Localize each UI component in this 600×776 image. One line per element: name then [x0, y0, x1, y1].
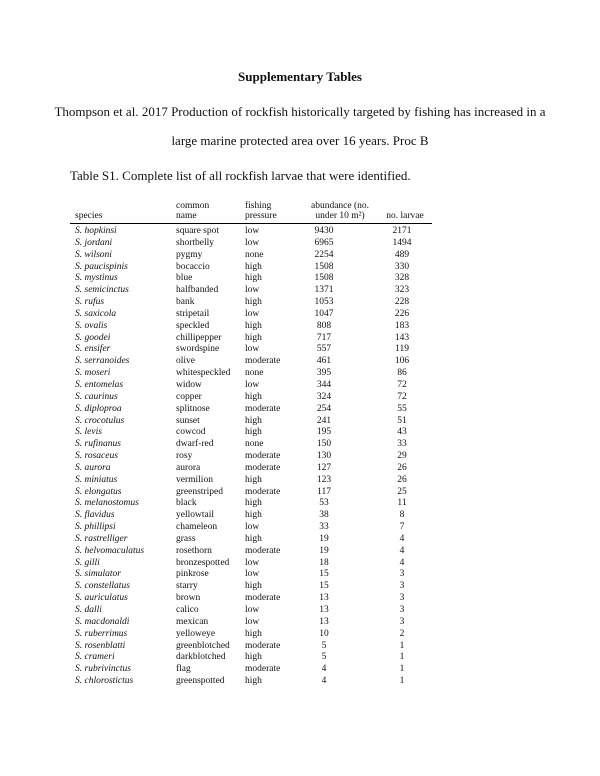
common-name-cell: shortbelly — [176, 237, 214, 248]
larvae-count-cell: 29 — [397, 451, 407, 462]
larvae-count-cell: 1 — [399, 676, 405, 687]
table-row — [70, 546, 432, 558]
column-header-abundance-line1: abundance (no. — [310, 201, 370, 211]
abundance-cell: 13 — [319, 605, 329, 615]
table-row — [70, 250, 432, 262]
common-name-cell: aurora — [176, 462, 201, 473]
fishing-pressure-cell: moderate — [245, 664, 281, 675]
common-name-cell: cowcod — [176, 427, 206, 438]
larvae-count-cell: 183 — [394, 320, 410, 331]
abundance-cell: 127 — [316, 462, 332, 473]
species-cell: S. chlorostictus — [75, 676, 134, 687]
larvae-count-cell: 106 — [394, 356, 410, 367]
header-rule — [70, 223, 432, 224]
common-name-cell: rosy — [176, 451, 193, 462]
fishing-pressure-cell: low — [245, 569, 260, 580]
fishing-pressure-cell: moderate — [245, 486, 281, 497]
larvae-count-cell: 4 — [399, 533, 405, 544]
column-header-abundance — [302, 201, 378, 221]
larvae-count-cell: 119 — [395, 344, 409, 355]
common-name-cell: greenblotched — [176, 640, 230, 651]
larvae-count-cell: 25 — [397, 486, 407, 497]
larvae-count-cell: 33 — [397, 439, 407, 450]
common-name-cell: blue — [176, 273, 193, 284]
species-cell: S. goodei — [75, 332, 111, 343]
fishing-pressure-cell: high — [245, 628, 262, 639]
abundance-cell: 461 — [316, 356, 332, 367]
larvae-count-cell: 226 — [394, 308, 410, 319]
table-row — [70, 309, 432, 321]
fishing-pressure-cell: high — [245, 320, 262, 331]
table-row — [70, 510, 432, 522]
larvae-count-cell: 1 — [399, 640, 405, 651]
table-row — [70, 321, 432, 333]
fishing-pressure-cell: none — [245, 439, 264, 450]
table-caption: Table S1. Complete list of all rockfish larvae that were identified. — [70, 168, 411, 183]
species-cell: S. hopkinsi — [75, 226, 117, 236]
abundance-cell: 6965 — [314, 237, 334, 248]
abundance-cell: 344 — [316, 379, 332, 390]
common-name-cell: dwarf-red — [176, 439, 214, 450]
citation-line-2: large marine protected area over 16 years. Proc B — [171, 133, 429, 148]
common-name-cell: grass — [176, 533, 196, 544]
table-row — [70, 439, 432, 451]
fishing-pressure-cell: high — [245, 297, 262, 308]
table-row — [70, 273, 432, 285]
common-name-cell: bank — [176, 297, 195, 308]
abundance-cell: 4 — [321, 664, 327, 675]
fishing-pressure-cell: high — [245, 391, 262, 402]
larvae-count-cell: 2 — [399, 628, 405, 639]
abundance-cell: 2254 — [314, 249, 334, 260]
table-row — [70, 285, 432, 297]
abundance-cell: 130 — [316, 451, 332, 462]
species-cell: S. crocotulus — [75, 415, 125, 426]
species-cell: S. entomelas — [75, 379, 124, 390]
larvae-count-cell: 3 — [399, 581, 405, 592]
column-header-abundance-line2: under 10 m²) — [315, 211, 365, 221]
larvae-count-cell: 2171 — [392, 226, 412, 236]
table-row — [70, 404, 432, 416]
abundance-cell: 15 — [319, 581, 329, 592]
fishing-pressure-cell: moderate — [245, 462, 281, 473]
common-name-cell: greenstriped — [176, 486, 223, 497]
common-name-cell: olive — [176, 356, 195, 367]
fishing-pressure-cell: high — [245, 498, 262, 509]
abundance-cell: 808 — [316, 320, 332, 331]
species-cell: S. helvomaculatus — [75, 545, 145, 556]
fishing-pressure-cell: high — [245, 581, 262, 592]
table-row — [70, 605, 432, 617]
larvae-count-cell: 3 — [399, 569, 405, 580]
abundance-cell: 717 — [316, 332, 332, 343]
common-name-cell: greenspotted — [176, 676, 225, 687]
table-row — [70, 569, 432, 581]
species-cell: S. diploproa — [75, 403, 122, 414]
species-cell: S. gilli — [75, 557, 100, 568]
fishing-pressure-cell: low — [245, 605, 260, 615]
fishing-pressure-cell: low — [245, 344, 260, 355]
species-cell: S. ensifer — [75, 344, 111, 355]
abundance-cell: 33 — [319, 522, 329, 533]
table-row — [70, 664, 432, 676]
table-row — [70, 451, 432, 463]
fishing-pressure-cell: high — [245, 652, 262, 663]
common-name-cell: bronzespotted — [176, 557, 230, 568]
column-header-fishing-line1: fishing — [245, 201, 272, 211]
fishing-pressure-cell: high — [245, 676, 262, 687]
common-name-cell: chameleon — [176, 522, 218, 533]
table-row — [70, 297, 432, 309]
table-row — [70, 629, 432, 641]
fishing-pressure-cell: moderate — [245, 451, 281, 462]
species-cell: S. flavidus — [75, 510, 115, 521]
species-cell: S. jordani — [75, 237, 113, 248]
species-cell: S. crameri — [75, 652, 115, 663]
table-row — [70, 416, 432, 428]
abundance-cell: 557 — [316, 344, 332, 355]
common-name-cell: widow — [176, 379, 202, 390]
common-name-cell: mexican — [176, 616, 209, 627]
abundance-cell: 254 — [316, 403, 332, 414]
larvae-count-cell: 43 — [397, 427, 407, 438]
species-cell: S. moseri — [75, 368, 111, 379]
larvae-count-cell: 328 — [394, 273, 410, 284]
table-row — [70, 558, 432, 570]
larvae-count-cell: 3 — [399, 616, 405, 627]
larvae-count-cell: 7 — [399, 522, 405, 533]
common-name-cell: black — [176, 498, 197, 509]
column-header-common-line1: common — [176, 201, 210, 211]
species-cell: S. serranoides — [75, 356, 130, 367]
larvae-count-cell: 143 — [394, 332, 410, 343]
column-header-fishing-pressure — [245, 201, 277, 221]
abundance-cell: 19 — [319, 533, 329, 544]
species-cell: S. miniatus — [75, 474, 118, 485]
common-name-cell: stripetail — [176, 308, 210, 319]
abundance-cell: 15 — [319, 569, 329, 580]
common-name-cell: flag — [176, 664, 191, 675]
common-name-cell: sunset — [176, 415, 200, 426]
fishing-pressure-cell: high — [245, 332, 262, 343]
larvae-count-cell: 323 — [394, 285, 410, 296]
table-row — [70, 593, 432, 605]
abundance-cell: 1371 — [314, 285, 334, 296]
larvae-count-cell: 3 — [399, 605, 405, 615]
common-name-cell: brown — [176, 593, 201, 604]
abundance-cell: 4 — [321, 676, 327, 687]
species-cell: S. rufus — [75, 297, 105, 308]
fishing-pressure-cell: low — [245, 285, 260, 296]
table-row — [70, 380, 432, 392]
abundance-cell: 13 — [319, 616, 329, 627]
species-cell: S. paucispinis — [75, 261, 128, 272]
fishing-pressure-cell: low — [245, 616, 260, 627]
common-name-cell: rosethorn — [176, 545, 212, 556]
larvae-count-cell: 228 — [394, 297, 410, 308]
table-row — [70, 652, 432, 664]
species-cell: S. rubrivinctus — [75, 664, 131, 675]
fishing-pressure-cell: moderate — [245, 403, 281, 414]
species-cell: S. dalli — [75, 605, 102, 615]
abundance-cell: 1508 — [314, 261, 334, 272]
species-cell: S. levis — [75, 427, 102, 438]
species-cell: S. constellatus — [75, 581, 130, 592]
larvae-count-cell: 330 — [394, 261, 410, 272]
species-cell: S. saxicola — [75, 308, 117, 319]
species-cell: S. ovalis — [75, 320, 108, 331]
larvae-count-cell: 1 — [399, 664, 405, 675]
page-heading: Supplementary Tables — [238, 69, 362, 84]
larvae-count-cell: 1 — [399, 652, 405, 663]
common-name-cell: splitnose — [176, 403, 210, 414]
abundance-cell: 395 — [316, 368, 332, 379]
fishing-pressure-cell: moderate — [245, 593, 281, 604]
abundance-cell: 10 — [319, 628, 329, 639]
species-cell: S. elongatus — [75, 486, 122, 497]
common-name-cell: darkblotched — [176, 652, 226, 663]
abundance-cell: 38 — [319, 510, 329, 521]
table-row — [70, 522, 432, 534]
species-cell: S. caurinus — [75, 391, 118, 402]
table-row — [70, 641, 432, 653]
table-row — [70, 617, 432, 629]
column-header-species-label: species — [75, 211, 103, 221]
table-row — [70, 238, 432, 250]
fishing-pressure-cell: moderate — [245, 640, 281, 651]
common-name-cell: whitespeckled — [176, 368, 231, 379]
species-cell: S. phillipsi — [75, 522, 116, 533]
larvae-count-cell: 489 — [394, 249, 410, 260]
species-table — [70, 226, 432, 688]
table-row — [70, 344, 432, 356]
larvae-count-cell: 1494 — [392, 237, 412, 248]
species-cell: S. macdonaldi — [75, 616, 130, 627]
common-name-cell: bocaccio — [176, 261, 210, 272]
common-name-cell: yelloweye — [176, 628, 216, 639]
fishing-pressure-cell: none — [245, 249, 264, 260]
table-row — [70, 333, 432, 345]
table-row — [70, 581, 432, 593]
larvae-count-cell: 8 — [399, 510, 405, 521]
species-cell: S. rastrelliger — [75, 533, 128, 544]
species-cell: S. aurora — [75, 462, 111, 473]
larvae-count-cell: 4 — [399, 545, 405, 556]
species-cell: S. auriculatus — [75, 593, 128, 604]
table-row — [70, 676, 432, 688]
column-header-larvae-label: no. larvae — [386, 211, 424, 221]
table-row — [70, 226, 432, 238]
fishing-pressure-cell: high — [245, 415, 262, 426]
abundance-cell: 324 — [316, 391, 332, 402]
species-cell: S. simulator — [75, 569, 121, 580]
abundance-cell: 5 — [321, 640, 327, 651]
fishing-pressure-cell: high — [245, 273, 262, 284]
abundance-cell: 241 — [316, 415, 332, 426]
abundance-cell: 9430 — [314, 226, 334, 236]
abundance-cell: 5 — [321, 652, 327, 663]
table-row — [70, 487, 432, 499]
table-row — [70, 475, 432, 487]
abundance-cell: 19 — [319, 545, 329, 556]
table-row — [70, 392, 432, 404]
common-name-cell: chillipepper — [176, 332, 222, 343]
species-cell: S. mystinus — [75, 273, 118, 284]
common-name-cell: pinkrose — [176, 569, 209, 580]
abundance-cell: 1053 — [314, 297, 334, 308]
citation-line-1: Thompson et al. 2017 Production of rockfish historically targeted by fishing has increased in a — [54, 104, 546, 119]
species-cell: S. rosaceus — [75, 451, 118, 462]
common-name-cell: calico — [176, 605, 199, 615]
common-name-cell: pygmy — [176, 249, 203, 260]
table-row — [70, 498, 432, 510]
common-name-cell: starry — [176, 581, 198, 592]
column-header-species — [75, 201, 102, 221]
column-header-common-line2: name — [176, 211, 197, 221]
larvae-count-cell: 86 — [397, 368, 407, 379]
fishing-pressure-cell: high — [245, 427, 262, 438]
abundance-cell: 1047 — [314, 308, 334, 319]
abundance-cell: 117 — [317, 486, 331, 497]
common-name-cell: copper — [176, 391, 202, 402]
species-cell: S. semicinctus — [75, 285, 129, 296]
larvae-count-cell: 72 — [397, 391, 407, 402]
larvae-count-cell: 72 — [397, 379, 407, 390]
table-row — [70, 356, 432, 368]
common-name-cell: speckled — [176, 320, 210, 331]
fishing-pressure-cell: low — [245, 522, 260, 533]
common-name-cell: vermilion — [176, 474, 213, 485]
larvae-count-cell: 26 — [397, 474, 407, 485]
table-row — [70, 368, 432, 380]
larvae-count-cell: 3 — [399, 593, 405, 604]
abundance-cell: 150 — [316, 439, 332, 450]
common-name-cell: yellowtail — [176, 510, 214, 521]
fishing-pressure-cell: high — [245, 510, 262, 521]
fishing-pressure-cell: low — [245, 237, 260, 248]
fishing-pressure-cell: moderate — [245, 356, 281, 367]
table-row — [70, 463, 432, 475]
larvae-count-cell: 26 — [397, 462, 407, 473]
abundance-cell: 123 — [316, 474, 332, 485]
larvae-count-cell: 4 — [399, 557, 405, 568]
larvae-count-cell: 55 — [397, 403, 407, 414]
species-cell: S. rosenblatti — [75, 640, 126, 651]
fishing-pressure-cell: low — [245, 557, 260, 568]
larvae-count-cell: 51 — [397, 415, 407, 426]
species-cell: S. ruberrimus — [75, 628, 128, 639]
abundance-cell: 1508 — [314, 273, 334, 284]
abundance-cell: 18 — [319, 557, 329, 568]
species-cell: S. wilsoni — [75, 249, 112, 260]
column-header-common-name — [176, 201, 209, 221]
column-header-fishing-line2: pressure — [245, 211, 277, 221]
table-row — [70, 262, 432, 274]
fishing-pressure-cell: moderate — [245, 545, 281, 556]
column-header-larvae — [380, 201, 430, 221]
table-row — [70, 427, 432, 439]
fishing-pressure-cell: low — [245, 226, 260, 236]
common-name-cell: square spot — [176, 226, 220, 236]
common-name-cell: swordspine — [176, 344, 220, 355]
fishing-pressure-cell: high — [245, 533, 262, 544]
fishing-pressure-cell: high — [245, 261, 262, 272]
abundance-cell: 195 — [316, 427, 332, 438]
species-cell: S. rufinanus — [75, 439, 121, 450]
fishing-pressure-cell: none — [245, 368, 264, 379]
fishing-pressure-cell: low — [245, 379, 260, 390]
fishing-pressure-cell: low — [245, 308, 260, 319]
table-row — [70, 534, 432, 546]
fishing-pressure-cell: high — [245, 474, 262, 485]
larvae-count-cell: 11 — [397, 498, 407, 509]
abundance-cell: 13 — [319, 593, 329, 604]
common-name-cell: halfbanded — [176, 285, 219, 296]
species-cell: S. melanostomus — [75, 498, 139, 509]
abundance-cell: 53 — [319, 498, 329, 509]
